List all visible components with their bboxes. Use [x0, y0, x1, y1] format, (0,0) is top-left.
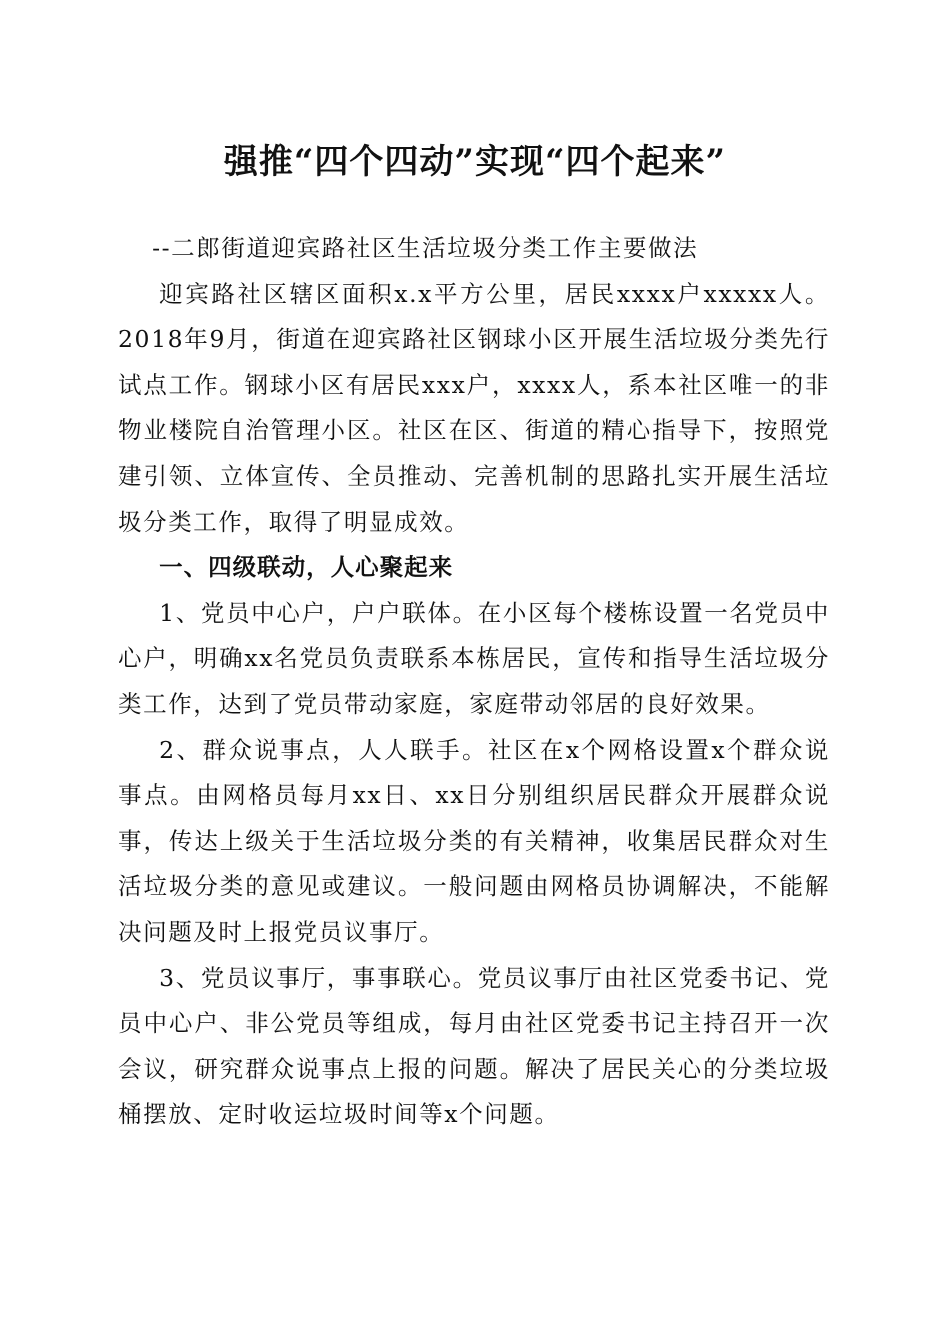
intro-paragraph: 迎宾路社区辖区面积x.x平方公里，居民xxxx户xxxxx人。2018年9月，街道在迎宾路社区钢球小区开展生活垃圾分类先行试点工作。钢球小区有居民xxx户，xxxx人，系本社区唯一的非物业楼院自治管理小区。社区在区、街道的精心指导下，按照党建引领、立体宣传、全员推动、完善机制的思路扎实开展生活垃圾分类工作，取得了明显成效。	[118, 279, 830, 536]
document-subtitle: --二郎街道迎宾路社区生活垃圾分类工作主要做法	[152, 234, 699, 262]
document-title: 强推“四个四动”实现“四个起来”	[223, 142, 727, 182]
item-paragraph-1: 1、党员中心户，户户联体。在小区每个楼栋设置一名党员中心户，明确xx名党员负责联系本栋居民，宣传和指导生活垃圾分类工作，达到了党员带动家庭，家庭带动邻居的良好效果。	[118, 598, 830, 718]
item-paragraph-3: 3、党员议事厅，事事联心。党员议事厅由社区党委书记、党员中心户、非公党员等组成，每月由社区党委书记主持召开一次会议，研究群众说事点上报的问题。解决了居民关心的分类垃圾桶摆放、定时收运垃圾时间等x个问题。	[118, 963, 830, 1129]
item-paragraph-2: 2、群众说事点，人人联手。社区在x个网格设置x个群众说事点。由网格员每月xx日、xx日分别组织居民群众开展群众说事，传达上级关于生活垃圾分类的有关精神，收集居民群众对生活垃圾分类的意见或建议。一般问题由网格员协调解决，不能解决问题及时上报党员议事厅。	[118, 735, 830, 946]
section-heading: 一、四级联动，人心聚起来	[159, 553, 454, 582]
document-body	[118, 226, 830, 1138]
